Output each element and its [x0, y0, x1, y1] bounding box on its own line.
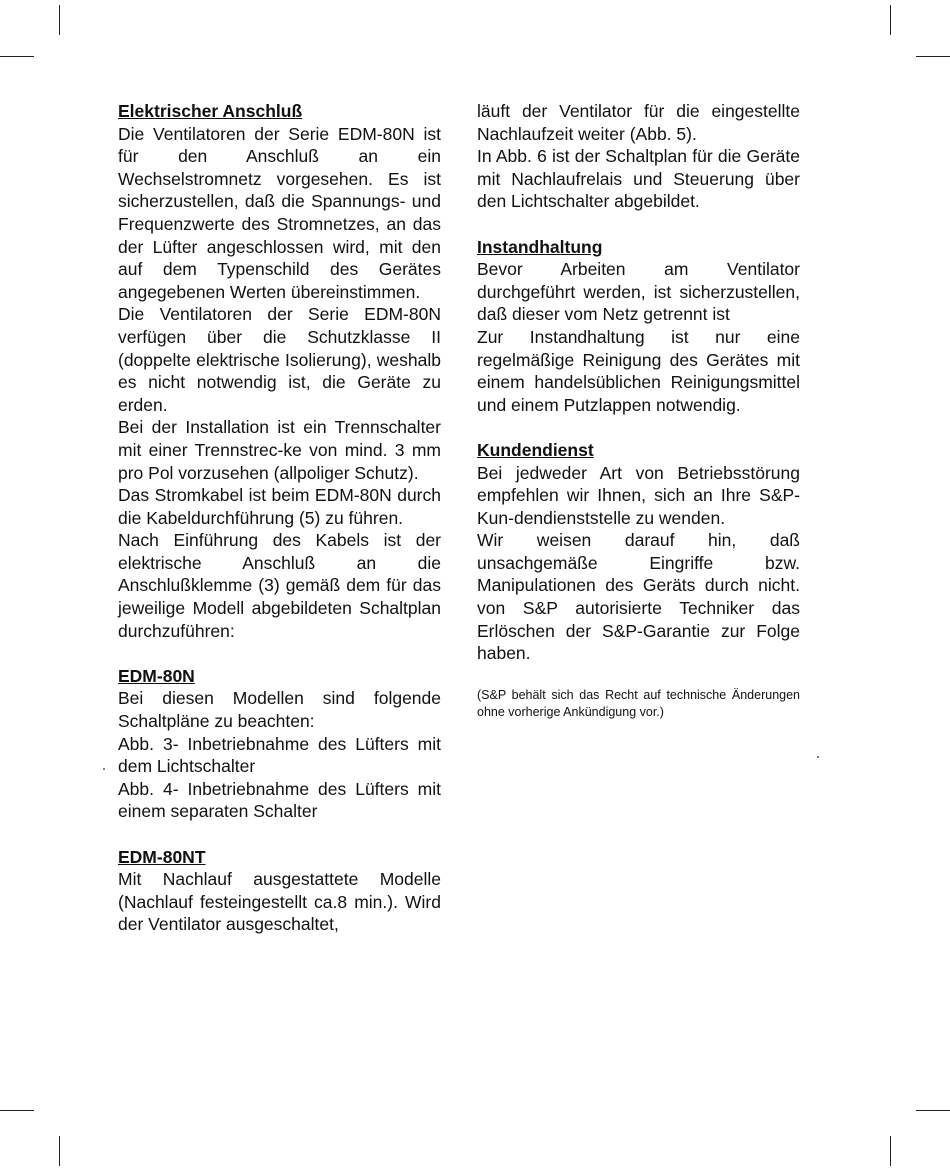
section-edm-80nt: [118, 846, 441, 936]
section-heading: EDM-80NT: [118, 846, 206, 867]
crop-mark-bottom-right: [890, 1136, 891, 1166]
crop-mark-top-left: [59, 5, 60, 35]
crop-mark-bottom-right-h: [916, 1110, 950, 1111]
section-electrical-connection: [118, 100, 441, 642]
scan-speck: [103, 768, 105, 770]
crop-mark-top-right: [890, 5, 891, 35]
footnote: (S&P behält sich das Recht auf technische Änderungen ohne vorherige Ankündigung vor.): [477, 688, 800, 720]
paragraph: Bei der Installation ist ein Trennschalter mit einer Trennstrec-ke von mind. 3 mm pro Pol vorzusehen (allpoliger Schutz).: [118, 417, 441, 483]
section-heading: Kundendienst: [477, 439, 594, 460]
right-column: [477, 100, 800, 721]
section-customer-service: [477, 439, 800, 665]
spacer: [118, 823, 441, 846]
paragraph: Mit Nachlauf ausgestattete Modelle (Nachlauf festeingestellt ca.8 min.). Wird der Ventilator ausgeschaltet,: [118, 869, 441, 935]
spacer: [477, 213, 800, 236]
paragraph: Zur Instandhaltung ist nur eine regelmäßige Reinigung des Gerätes mit einem handelsüblichen Reinigungsmittel und einem Putzlappen notwendig.: [477, 326, 800, 415]
paragraph: Die Ventilatoren der Serie EDM-80N ist für den Anschluß an ein Wechselstromnetz vorgesehen. Es ist sicherzustellen, daß die Spannungs- und Frequenzwerte des Stromnetzes, an das der Lüfter angeschlossen wird, mit den auf dem Typenschild des Gerätes angegebenen Werten übereinstimmen.: [118, 123, 441, 302]
paragraph: Bei jedweder Art von Betriebsstörung empfehlen wir Ihnen, sich an Ihre S&P-Kun-dendienststelle zu wenden.: [477, 462, 800, 528]
paragraph: Die Ventilatoren der Serie EDM-80N verfügen über die Schutzklasse II (doppelte elektrische Isolierung), weshalb es nicht notwendig ist, die Geräte zu erden.: [118, 304, 441, 415]
section-heading: EDM-80N: [118, 665, 195, 686]
crop-mark-top-right-h: [916, 56, 950, 57]
spacer: [118, 642, 441, 665]
section-heading: Instandhaltung: [477, 236, 603, 257]
spacer: [477, 665, 800, 688]
paragraph: In Abb. 6 ist der Schaltplan für die Geräte mit Nachlaufrelais und Steuerung über den Lichtschalter abgebildet.: [477, 146, 800, 212]
crop-mark-bottom-left: [59, 1136, 60, 1166]
paragraph: Bei diesen Modellen sind folgende Schaltpläne zu beachten:: [118, 688, 441, 732]
section-edm-80n: [118, 665, 441, 823]
scan-speck: [817, 756, 819, 758]
spacer: [477, 416, 800, 439]
paragraph: Das Stromkabel ist beim EDM-80N durch die Kabeldurchführung (5) zu führen.: [118, 485, 441, 528]
paragraph: Wir weisen darauf hin, daß unsachgemäße Eingriffe bzw. Manipulationen des Geräts durch nicht. von S&P autorisierte Techniker das Erlöschen der S&P-Garantie zur Folge haben.: [477, 530, 800, 664]
section-heading: Elektrischer Anschluß: [118, 101, 303, 121]
crop-mark-top-left-h: [0, 56, 34, 57]
left-column: [118, 100, 441, 936]
paragraph: läuft der Ventilator für die eingestellte Nachlaufzeit weiter (Abb. 5).: [477, 101, 800, 144]
section-continuation: [477, 100, 800, 213]
paragraph: Abb. 4- Inbetriebnahme des Lüfters mit einem separaten Schalter: [118, 778, 441, 822]
paragraph: Abb. 3- Inbetriebnahme des Lüfters mit dem Lichtschalter: [118, 733, 441, 777]
section-maintenance: [477, 236, 800, 417]
paragraph: Bevor Arbeiten am Ventilator durchgeführt werden, ist sicherzustellen, daß dieser vom Netz getrennt ist: [477, 259, 800, 325]
paragraph: Nach Einführung des Kabels ist der elektrische Anschluß an die Anschlußklemme (3) gemäß dem für das jeweilige Modell abgebildeten Schaltplan durchzuführen:: [118, 530, 441, 641]
crop-mark-bottom-left-h: [0, 1110, 34, 1111]
